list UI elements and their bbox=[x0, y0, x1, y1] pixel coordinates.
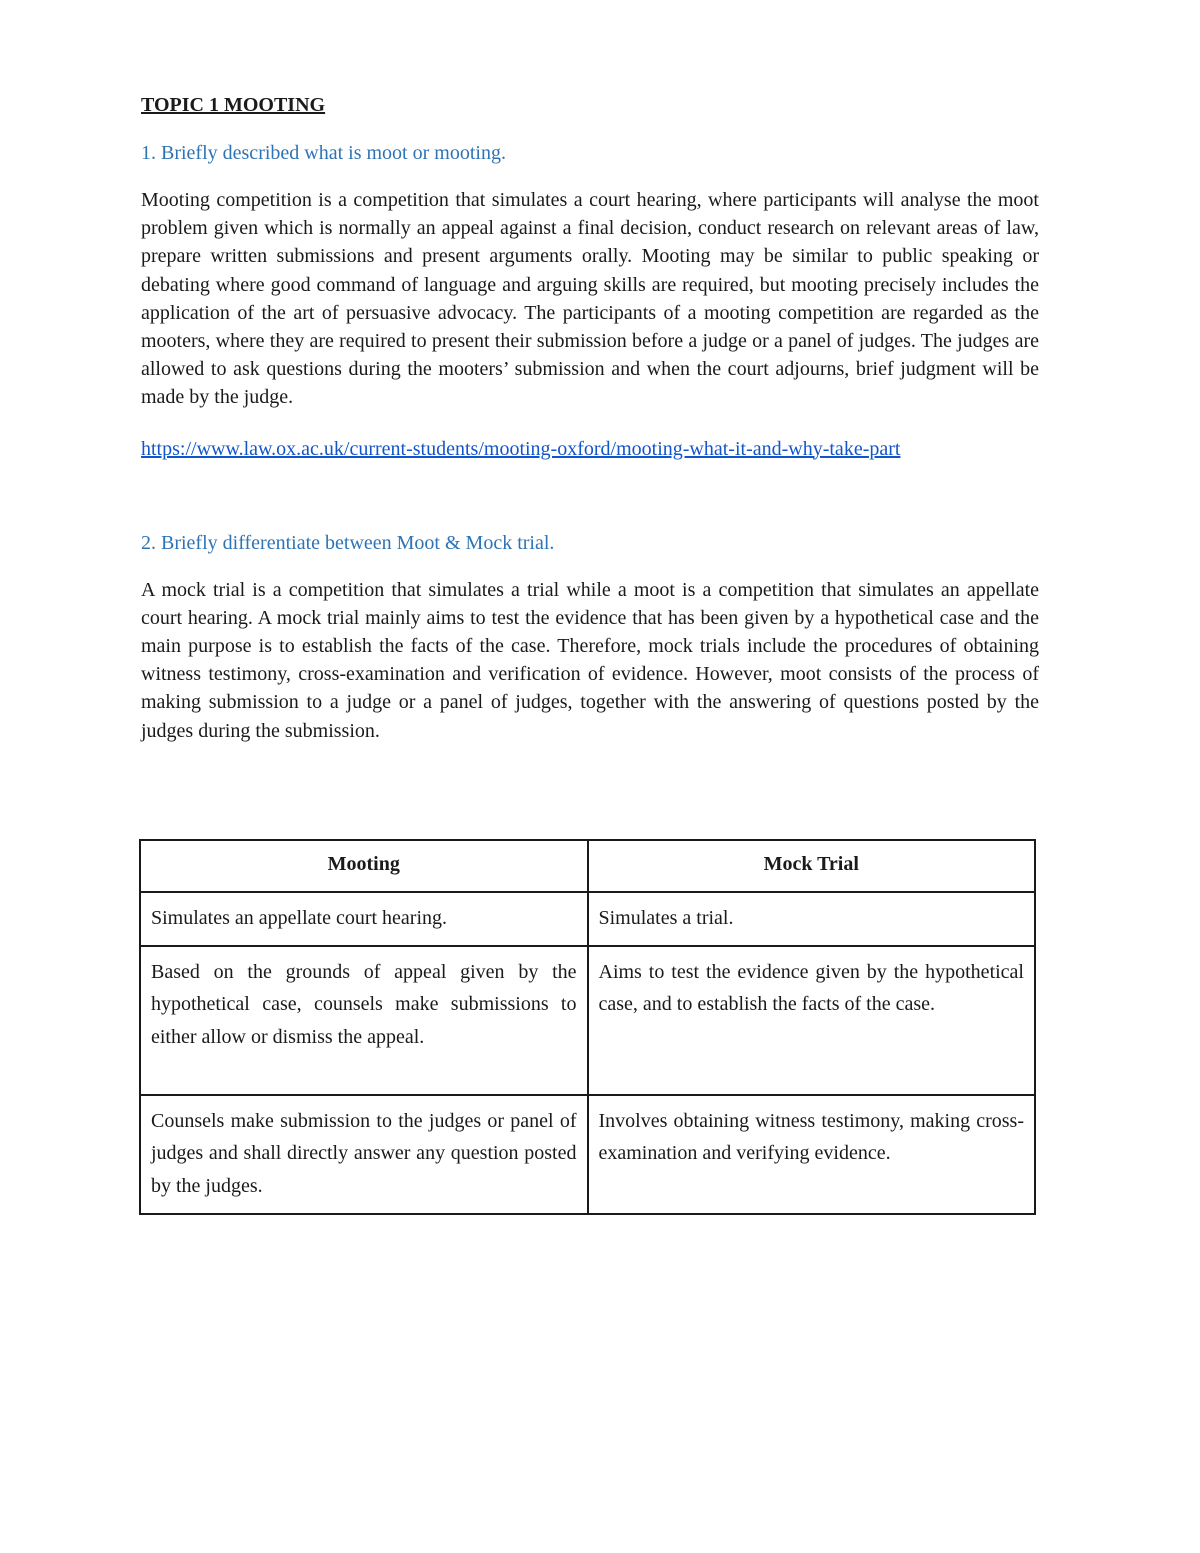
table-cell: Based on the grounds of appeal given by the hypothetical case, counsels make submissions to either allow or dismiss the appeal. bbox=[140, 946, 588, 1095]
table-row bbox=[140, 946, 1035, 1095]
table-header-row bbox=[140, 840, 1035, 892]
header-mock-trial: Mock Trial bbox=[588, 840, 1036, 892]
question-2: 2. Briefly differentiate between Moot & Mock trial. bbox=[141, 531, 555, 554]
page-title: TOPIC 1 MOOTING bbox=[141, 94, 326, 116]
document-body bbox=[141, 92, 1039, 745]
table-row bbox=[140, 1095, 1035, 1214]
header-mooting: Mooting bbox=[140, 840, 588, 892]
question-1: 1. Briefly described what is moot or mooting. bbox=[141, 142, 506, 164]
reference-link[interactable]: https://www.law.ox.ac.uk/current-students/mooting-oxford/mooting-what-it-and-why-take-part bbox=[141, 437, 901, 460]
comparison-table bbox=[139, 839, 1036, 1215]
answer-1-paragraph: Mooting competition is a competition that simulates a court hearing, where participants will analyse the moot problem given which is normally an appeal against a final decision, conduct research on relevant areas of law, prepare written submissions and present arguments orally. Mooting may be similar to public speaking or debating where good command of language and arguing skills are required, but mooting precisely includes the application of the art of persuasive advocacy. The participants of a mooting competition are regarded as the mooters, where they are required to present their submission before a judge or a panel of judges. The judges are allowed to ask questions during the mooters’ submission and when the court adjourns, brief judgment will be made by the judge. bbox=[141, 189, 1039, 409]
table-cell: Simulates an appellate court hearing. bbox=[140, 892, 588, 946]
answer-2-paragraph: A mock trial is a competition that simulates a trial while a moot is a competition that simulates an appellate court hearing. A mock trial mainly aims to test the evidence that has been given by a hypothetical case and the main purpose is to establish the facts of the case. Therefore, mock trials include the procedures of obtaining witness testimony, cross-examination and verification of evidence. However, moot consists of the process of making submission to a judge or a panel of judges, together with the answering of questions posted by the judges during the submission. bbox=[141, 578, 1039, 742]
table-row bbox=[140, 892, 1035, 946]
table-cell: Involves obtaining witness testimony, making cross-examination and verifying evidence. bbox=[588, 1095, 1036, 1214]
table-cell: Aims to test the evidence given by the hypothetical case, and to establish the facts of the case. bbox=[588, 946, 1036, 1095]
table-cell: Simulates a trial. bbox=[588, 892, 1036, 946]
spacer bbox=[141, 462, 1039, 530]
table-cell: Counsels make submission to the judges or panel of judges and shall directly answer any question posted by the judges. bbox=[140, 1095, 588, 1214]
